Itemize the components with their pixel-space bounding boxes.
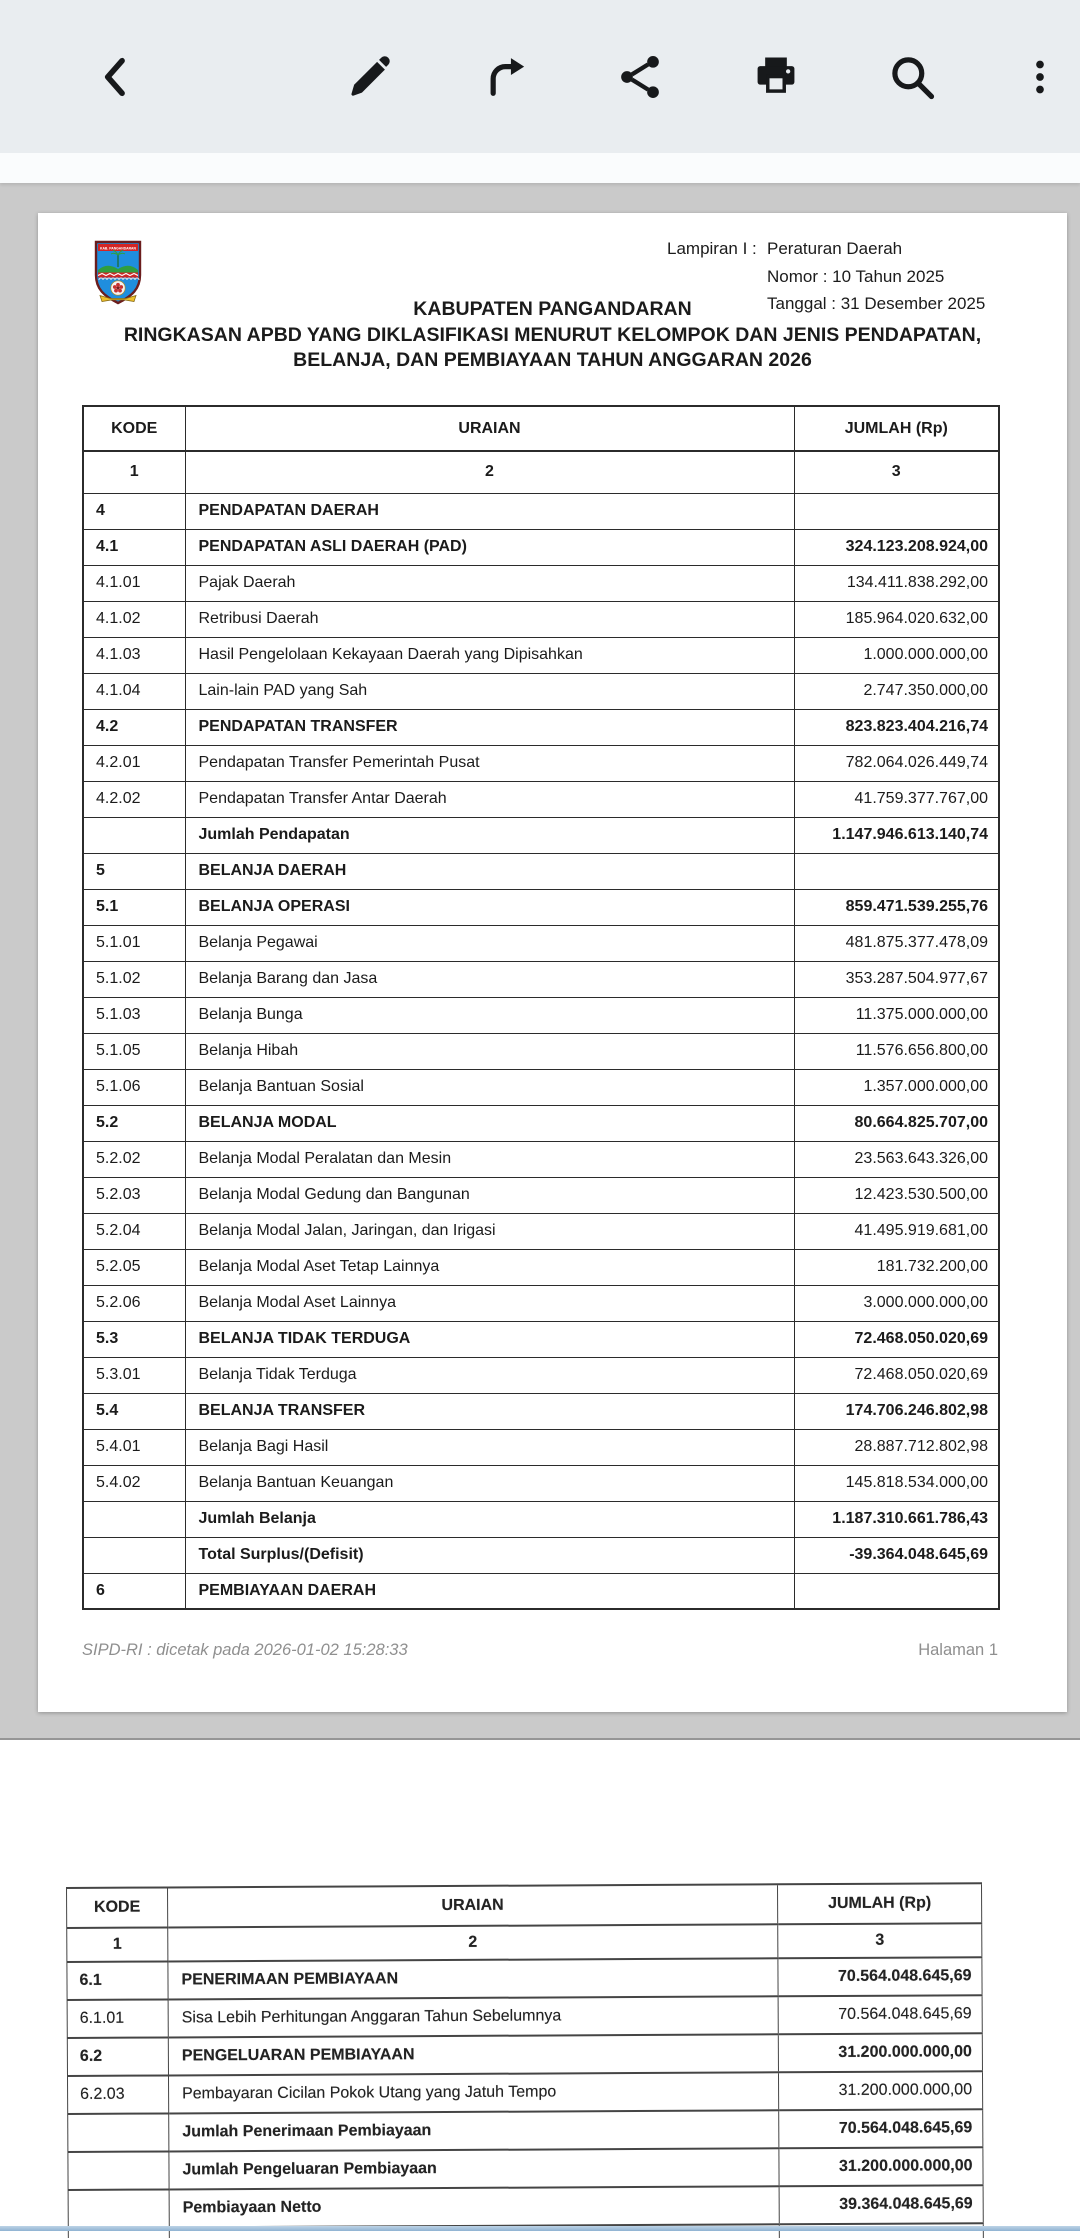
jumlah-cell: 41.495.919.681,00 xyxy=(794,1213,999,1249)
column-number-row: 1 2 3 xyxy=(83,451,999,493)
kode-cell: 5.3.01 xyxy=(83,1357,185,1393)
kode-cell: 5.1.03 xyxy=(83,997,185,1033)
toolbar-action-group xyxy=(340,49,1060,105)
jumlah-cell: 70.564.048.645,69 xyxy=(778,1957,982,1996)
kode-cell: 5.1.02 xyxy=(83,961,185,997)
kode-cell xyxy=(68,2151,169,2190)
jumlah-cell: 72.468.050.020,69 xyxy=(794,1357,999,1393)
print-timestamp: SIPD-RI : dicetak pada 2026-01-02 15:28:33 xyxy=(82,1641,408,1659)
jumlah-cell: 181.732.200,00 xyxy=(794,1249,999,1285)
uraian-cell: BELANJA OPERASI xyxy=(185,889,794,925)
lampiran-line-1: Peraturan Daerah xyxy=(767,239,903,258)
table-row xyxy=(83,1177,999,1213)
kode-cell: 6.1 xyxy=(67,1961,168,2000)
jumlah-cell: 1.000.000.000,00 xyxy=(794,637,999,673)
redo-arrow-icon xyxy=(478,51,530,103)
kode-cell: 6.2 xyxy=(67,2037,168,2076)
page1-footer xyxy=(82,1641,998,1660)
redo-button[interactable] xyxy=(476,49,532,105)
jumlah-cell: 31.200.000.000,00 xyxy=(779,2147,983,2186)
budget-table-page2 xyxy=(66,1882,984,2238)
edit-button[interactable] xyxy=(340,49,396,105)
table-row xyxy=(83,817,999,853)
uraian-cell: Jumlah Pendapatan xyxy=(185,817,794,853)
kode-cell: 5.2.05 xyxy=(83,1249,185,1285)
jumlah-cell: 80.664.825.707,00 xyxy=(794,1105,999,1141)
uraian-cell: PENDAPATAN TRANSFER xyxy=(185,709,794,745)
lampiran-line-3: Tanggal : 31 Desember 2025 xyxy=(767,294,986,313)
jumlah-cell: 823.823.404.216,74 xyxy=(794,709,999,745)
table-row xyxy=(83,961,999,997)
jumlah-cell: 28.887.712.802,98 xyxy=(794,1429,999,1465)
kode-cell: 4.2 xyxy=(83,709,185,745)
table-row xyxy=(83,601,999,637)
jumlah-cell xyxy=(794,1573,999,1609)
kode-cell: 4.1.04 xyxy=(83,673,185,709)
jumlah-cell: 1.187.310.661.786,43 xyxy=(794,1501,999,1537)
table-row xyxy=(67,2033,982,2076)
budget-table-page1 xyxy=(82,405,1000,1610)
uraian-cell: Total Surplus/(Defisit) xyxy=(185,1537,794,1573)
table-row xyxy=(83,1573,999,1609)
search-button[interactable] xyxy=(884,49,940,105)
jumlah-cell: 185.964.020.632,00 xyxy=(794,601,999,637)
jumlah-cell: 11.375.000.000,00 xyxy=(794,997,999,1033)
column-number-row: 1 2 3 xyxy=(67,1923,982,1962)
kode-cell: 5.2.02 xyxy=(83,1141,185,1177)
uraian-cell: Jumlah Penerimaan Pembiayaan xyxy=(169,2110,779,2151)
printer-icon xyxy=(750,51,802,103)
kode-cell xyxy=(83,817,185,853)
table-row xyxy=(83,1105,999,1141)
kode-cell: 5.4 xyxy=(83,1393,185,1429)
table-row xyxy=(83,889,999,925)
kode-cell: 5.1.05 xyxy=(83,1033,185,1069)
table-row xyxy=(83,637,999,673)
kode-cell: 5.1.01 xyxy=(83,925,185,961)
table-row xyxy=(67,1995,982,2038)
uraian-cell: Pembayaran Cicilan Pokok Utang yang Jatuh Tempo xyxy=(168,2072,778,2113)
table-row xyxy=(83,925,999,961)
uraian-cell: Belanja Modal Aset Tetap Lainnya xyxy=(185,1249,794,1285)
uraian-cell: Belanja Bantuan Sosial xyxy=(185,1069,794,1105)
jumlah-cell: 12.423.530.500,00 xyxy=(794,1177,999,1213)
uraian-cell: BELANJA TIDAK TERDUGA xyxy=(185,1321,794,1357)
kode-cell: 4.2.02 xyxy=(83,781,185,817)
kode-cell: 5.1 xyxy=(83,889,185,925)
table-row xyxy=(83,1537,999,1573)
table-row xyxy=(83,493,999,529)
jumlah-header: JUMLAH (Rp) xyxy=(778,1883,982,1924)
jumlah-cell: 145.818.534.000,00 xyxy=(794,1465,999,1501)
print-button[interactable] xyxy=(748,49,804,105)
kode-cell: 5.4.01 xyxy=(83,1429,185,1465)
table-row xyxy=(83,781,999,817)
lampiran-label: Lampiran I : xyxy=(667,239,757,258)
page-boundary-indicator xyxy=(0,2226,1080,2231)
kode-cell: 4.1.03 xyxy=(83,637,185,673)
pdf-page-1 xyxy=(38,213,1067,1712)
table-row xyxy=(68,2147,983,2190)
uraian-cell: Belanja Bantuan Keuangan xyxy=(185,1465,794,1501)
uraian-cell: Belanja Modal Aset Lainnya xyxy=(185,1285,794,1321)
uraian-cell: BELANJA TRANSFER xyxy=(185,1393,794,1429)
uraian-header: URAIAN xyxy=(185,406,794,451)
kode-cell: 5.2 xyxy=(83,1105,185,1141)
table-row xyxy=(83,745,999,781)
jumlah-cell: 1.147.946.613.140,74 xyxy=(794,817,999,853)
kode-cell: 5.2.04 xyxy=(83,1213,185,1249)
uraian-cell: Belanja Tidak Terduga xyxy=(185,1357,794,1393)
kode-cell xyxy=(83,1537,185,1573)
uraian-cell: Belanja Bagi Hasil xyxy=(185,1429,794,1465)
uraian-cell: Pendapatan Transfer Antar Daerah xyxy=(185,781,794,817)
table-row xyxy=(68,2109,983,2152)
back-button[interactable] xyxy=(88,49,144,105)
pdf-page-2 xyxy=(0,1738,1080,2238)
jumlah-cell: -39.364.048.645,69 xyxy=(794,1537,999,1573)
kode-cell: 4.1.02 xyxy=(83,601,185,637)
share-icon xyxy=(614,51,666,103)
uraian-cell: BELANJA DAERAH xyxy=(185,853,794,889)
table-row xyxy=(83,1465,999,1501)
jumlah-cell: 1.357.000.000,00 xyxy=(794,1069,999,1105)
kode-header: KODE xyxy=(67,1887,168,1928)
table-row xyxy=(83,673,999,709)
jumlah-cell: 859.471.539.255,76 xyxy=(794,889,999,925)
kode-cell: 4 xyxy=(83,493,185,529)
table-row xyxy=(83,1069,999,1105)
table-row xyxy=(67,2071,982,2114)
kode-cell: 6 xyxy=(83,1573,185,1609)
table-row xyxy=(83,529,999,565)
jumlah-cell: 2.747.350.000,00 xyxy=(794,673,999,709)
table-row xyxy=(83,997,999,1033)
uraian-header: URAIAN xyxy=(168,1884,778,1927)
table-row xyxy=(83,1501,999,1537)
jumlah-cell: 72.468.050.020,69 xyxy=(794,1321,999,1357)
kode-cell: 5.3 xyxy=(83,1321,185,1357)
uraian-cell: Pendapatan Transfer Pemerintah Pusat xyxy=(185,745,794,781)
table-row xyxy=(83,1321,999,1357)
jumlah-header: JUMLAH (Rp) xyxy=(794,406,999,451)
jumlah-cell: 70.564.048.645,69 xyxy=(779,2109,983,2148)
table-header-row xyxy=(67,1883,982,1928)
document-subtitle: RINGKASAN APBD YANG DIKLASIFIKASI MENURUT KELOMPOK DAN JENIS PENDAPATAN, BELANJA, DAN PEMBIAYAAN TAHUN ANGGARAN 2026 xyxy=(123,323,982,371)
uraian-cell: PENDAPATAN DAERAH xyxy=(185,493,794,529)
table-row xyxy=(83,1357,999,1393)
uraian-cell: Belanja Modal Jalan, Jaringan, dan Irigasi xyxy=(185,1213,794,1249)
table-row xyxy=(68,2185,983,2228)
document-title-block xyxy=(38,297,1067,374)
jumlah-cell: 134.411.838.292,00 xyxy=(794,565,999,601)
table-row xyxy=(83,1429,999,1465)
jumlah-cell xyxy=(794,493,999,529)
table-row xyxy=(83,853,999,889)
kode-cell xyxy=(83,1501,185,1537)
table-row xyxy=(83,1033,999,1069)
kode-cell: 6.1.01 xyxy=(67,1999,168,2038)
pdf-toolbar xyxy=(0,0,1080,153)
table-row xyxy=(83,565,999,601)
lampiran-line-2: Nomor : 10 Tahun 2025 xyxy=(767,266,945,286)
uraian-cell: Belanja Barang dan Jasa xyxy=(185,961,794,997)
uraian-cell: Sisa Lebih Perhitungan Anggaran Tahun Sebelumnya xyxy=(168,1996,778,2037)
uraian-cell: Belanja Modal Peralatan dan Mesin xyxy=(185,1141,794,1177)
uraian-cell: Jumlah Pengeluaran Pembiayaan xyxy=(169,2148,779,2189)
uraian-cell: PENDAPATAN ASLI DAERAH (PAD) xyxy=(185,529,794,565)
table-row xyxy=(83,1249,999,1285)
pencil-icon xyxy=(342,51,394,103)
kode-cell xyxy=(68,2113,169,2152)
uraian-cell: Jumlah Belanja xyxy=(185,1501,794,1537)
document-title: KABUPATEN PANGANDARAN xyxy=(413,298,692,320)
kode-cell: 4.1.01 xyxy=(83,565,185,601)
table-row xyxy=(83,1213,999,1249)
jumlah-cell: 41.759.377.767,00 xyxy=(794,781,999,817)
jumlah-cell: 31.200.000.000,00 xyxy=(778,2033,982,2072)
kode-cell: 5.2.06 xyxy=(83,1285,185,1321)
kebab-menu-icon xyxy=(1020,51,1060,103)
kode-cell xyxy=(68,2189,169,2228)
uraian-cell: Retribusi Daerah xyxy=(185,601,794,637)
uraian-cell: Pajak Daerah xyxy=(185,565,794,601)
uraian-cell: Belanja Pegawai xyxy=(185,925,794,961)
uraian-cell: Belanja Bunga xyxy=(185,997,794,1033)
kode-cell: 5.4.02 xyxy=(83,1465,185,1501)
jumlah-cell: 3.000.000.000,00 xyxy=(794,1285,999,1321)
svg-text:KAB. PANGANDARAN: KAB. PANGANDARAN xyxy=(100,246,136,251)
uraian-cell: PENERIMAAN PEMBIAYAAN xyxy=(168,1958,778,1999)
content-top-strip xyxy=(0,153,1080,183)
uraian-cell: Belanja Hibah xyxy=(185,1033,794,1069)
search-icon xyxy=(886,51,938,103)
back-chevron-icon xyxy=(90,51,142,103)
table-row xyxy=(83,1141,999,1177)
table-row xyxy=(67,1957,982,2000)
jumlah-cell: 481.875.377.478,09 xyxy=(794,925,999,961)
uraian-cell: Pembiayaan Netto xyxy=(169,2186,779,2227)
jumlah-cell: 324.123.208.924,00 xyxy=(794,529,999,565)
kode-cell: 6.2.03 xyxy=(67,2075,168,2114)
kode-header: KODE xyxy=(83,406,185,451)
page-number-label: Halaman 1 xyxy=(918,1641,998,1659)
uraian-cell: PENGELUARAN PEMBIAYAAN xyxy=(168,2034,778,2075)
jumlah-cell: 39.364.048.645,69 xyxy=(779,2185,983,2224)
uraian-cell: Hasil Pengelolaan Kekayaan Daerah yang Dipisahkan xyxy=(185,637,794,673)
table-row xyxy=(83,1285,999,1321)
uraian-cell: BELANJA MODAL xyxy=(185,1105,794,1141)
jumlah-cell: 23.563.643.326,00 xyxy=(794,1141,999,1177)
kode-cell: 4.1 xyxy=(83,529,185,565)
kode-cell: 5 xyxy=(83,853,185,889)
uraian-cell: Belanja Modal Gedung dan Bangunan xyxy=(185,1177,794,1213)
jumlah-cell: 31.200.000.000,00 xyxy=(778,2071,982,2110)
table-row xyxy=(83,709,999,745)
jumlah-cell: 353.287.504.977,67 xyxy=(794,961,999,997)
share-button[interactable] xyxy=(612,49,668,105)
kode-cell: 4.2.01 xyxy=(83,745,185,781)
table-header-row xyxy=(83,406,999,451)
kode-cell: 5.1.06 xyxy=(83,1069,185,1105)
kode-cell: 5.2.03 xyxy=(83,1177,185,1213)
uraian-cell: Lain-lain PAD yang Sah xyxy=(185,673,794,709)
jumlah-cell: 70.564.048.645,69 xyxy=(778,1995,982,2034)
uraian-cell: PEMBIAYAAN DAERAH xyxy=(185,1573,794,1609)
jumlah-cell: 11.576.656.800,00 xyxy=(794,1033,999,1069)
jumlah-cell xyxy=(794,853,999,889)
table-row xyxy=(83,1393,999,1429)
jumlah-cell: 174.706.246.802,98 xyxy=(794,1393,999,1429)
jumlah-cell: 782.064.026.449,74 xyxy=(794,745,999,781)
more-options-button[interactable] xyxy=(1020,49,1060,105)
